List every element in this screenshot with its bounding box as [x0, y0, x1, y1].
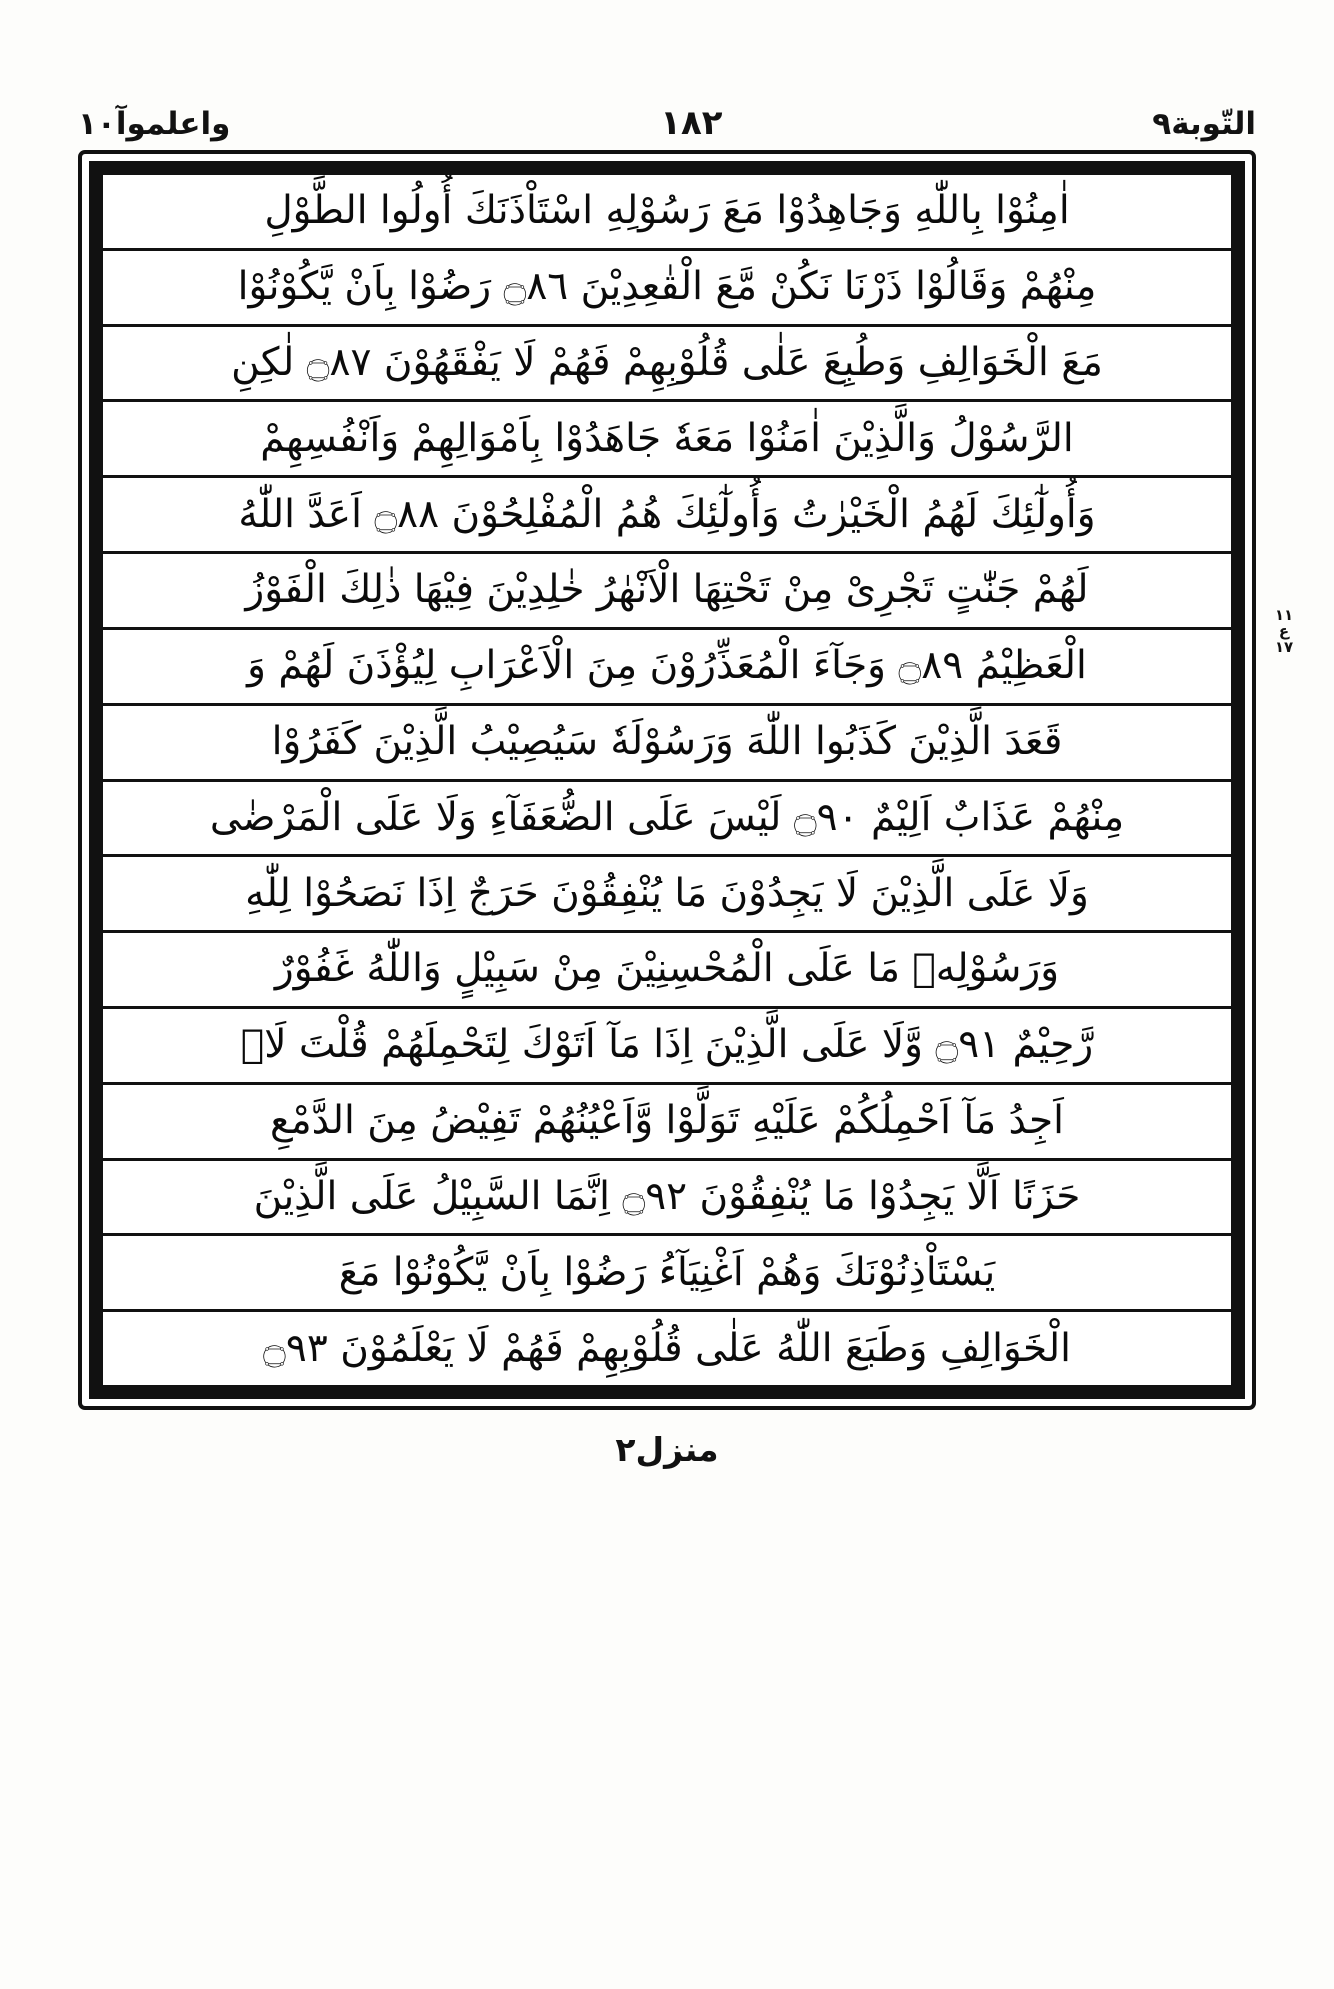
- ayah-line: [103, 251, 1231, 327]
- ayah-text: يَسْتَاْذِنُوْنَكَ وَهُمْ اَغْنِيَآءُ رَضُوْا بِاَنْ يَّكُوْنُوْا مَعَ: [338, 1249, 996, 1295]
- ayah-line: [103, 1085, 1231, 1161]
- ayah-line: [103, 706, 1231, 782]
- text-frame-inner: [100, 172, 1234, 1388]
- ruku-marker-symbol: ع: [1278, 621, 1290, 640]
- ayah-text: حَزَنًا اَلَّا يَجِدُوْا مَا يُنْفِقُوْنَ ۝٩٢ اِنَّمَا السَّبِيْلُ عَلَى الَّذِيْنَ: [253, 1173, 1081, 1219]
- page-number-label: ١٨٢: [660, 103, 723, 143]
- ayah-line: [103, 175, 1231, 251]
- manzil-label: منزل٢: [615, 1430, 719, 1469]
- ayah-text: الْعَظِيْمُ ۝٨٩ وَجَآءَ الْمُعَذِّرُوْنَ مِنَ الْاَعْرَابِ لِيُؤْذَنَ لَهُمْ وَ: [247, 643, 1087, 689]
- ayah-line: [103, 1312, 1231, 1385]
- ayah-text: رَّحِيْمٌ ۝٩١ وَّلَا عَلَى الَّذِيْنَ اِذَا مَآ اَتَوْكَ لِتَحْمِلَهُمْ قُلْتَ لَاۤ: [240, 1022, 1094, 1068]
- ayah-text: وَأُولٰٓئِكَ لَهُمُ الْخَيْرٰتُ وَأُولٰٓئِكَ هُمُ الْمُفْلِحُوْنَ ۝٨٨ اَعَدَّ اللّٰهُ: [238, 491, 1096, 537]
- ayah-text: لَهُمْ جَنّٰتٍ تَجْرِىْ مِنْ تَحْتِهَا الْاَنْهٰرُ خٰلِدِيْنَ فِيْهَا ذٰلِكَ الْفَوْزُ: [245, 567, 1089, 613]
- ayah-text: مِنْهُمْ عَذَابٌ اَلِيْمٌ ۝٩٠ لَيْسَ عَلَى الضُّعَفَآءِ وَلَا عَلَى الْمَرْضٰى: [209, 794, 1125, 840]
- ayah-line: [103, 554, 1231, 630]
- ruku-marker-top: ١١: [1274, 606, 1294, 624]
- ayah-text: الرَّسُوْلُ وَالَّذِيْنَ اٰمَنُوْا مَعَهٗ جَاهَدُوْا بِاَمْوَالِهِمْ وَاَنْفُسِهِمْ: [260, 415, 1074, 461]
- page-header: [78, 78, 1256, 143]
- ayah-line: [103, 782, 1231, 858]
- ayah-line: [103, 1009, 1231, 1085]
- ayah-line: [103, 630, 1231, 706]
- ayah-line: [103, 478, 1231, 554]
- surah-name-label: التّوبة٩: [1152, 106, 1256, 142]
- decorative-border-ornament: [89, 161, 1245, 1399]
- ayah-text: قَعَدَ الَّذِيْنَ كَذَبُوا اللّٰهَ وَرَسُوْلَهٗ سَيُصِيْبُ الَّذِيْنَ كَفَرُوْا: [271, 719, 1063, 765]
- ayah-text: الْخَوَالِفِ وَطَبَعَ اللّٰهُ عَلٰى قُلُوْبِهِمْ فَهُمْ لَا يَعْلَمُوْنَ ۝٩٣: [263, 1325, 1071, 1371]
- ayah-line: [103, 1236, 1231, 1312]
- ayah-text: مِنْهُمْ وَقَالُوْا ذَرْنَا نَكُنْ مَّعَ الْقٰعِدِيْنَ ۝٨٦ رَضُوْا بِاَنْ يَّكُوْنُوْا: [237, 264, 1097, 310]
- ayah-text: اَجِدُ مَآ اَحْمِلُكُمْ عَلَيْهِ تَوَلَّوْا وَّاَعْيُنُهُمْ تَفِيْضُ مِنَ الدَّمْعِ: [270, 1098, 1064, 1144]
- ruku-marker: [1262, 608, 1306, 655]
- juz-name-label: واعلموآ١٠: [78, 106, 231, 142]
- ruku-marker-bottom: ١٧: [1274, 637, 1294, 656]
- ayah-line: [103, 402, 1231, 478]
- ayah-text: وَرَسُوْلِهٖ مَا عَلَى الْمُحْسِنِيْنَ مِنْ سَبِيْلٍ وَاللّٰهُ غَفُوْرٌ: [274, 946, 1060, 992]
- text-frame-outer: [78, 150, 1256, 1410]
- ayah-text: وَلَا عَلَى الَّذِيْنَ لَا يَجِدُوْنَ مَا يُنْفِقُوْنَ حَرَجٌ اِذَا نَصَحُوْا لِلّٰهِ: [245, 870, 1089, 916]
- ayah-line: [103, 933, 1231, 1009]
- ayah-line: [103, 857, 1231, 933]
- ayah-line: [103, 1161, 1231, 1237]
- ayah-text: مَعَ الْخَوَالِفِ وَطُبِعَ عَلٰى قُلُوْبِهِمْ فَهُمْ لَا يَفْقَهُوْنَ ۝٨٧ لٰكِنِ: [231, 339, 1103, 385]
- ayah-line: [103, 327, 1231, 403]
- page-footer: [0, 1430, 1334, 1469]
- ayah-text: اٰمِنُوْا بِاللّٰهِ وَجَاهِدُوْا مَعَ رَسُوْلِهِ اسْتَاْذَنَكَ أُولُوا الطَّوْلِ: [264, 188, 1070, 234]
